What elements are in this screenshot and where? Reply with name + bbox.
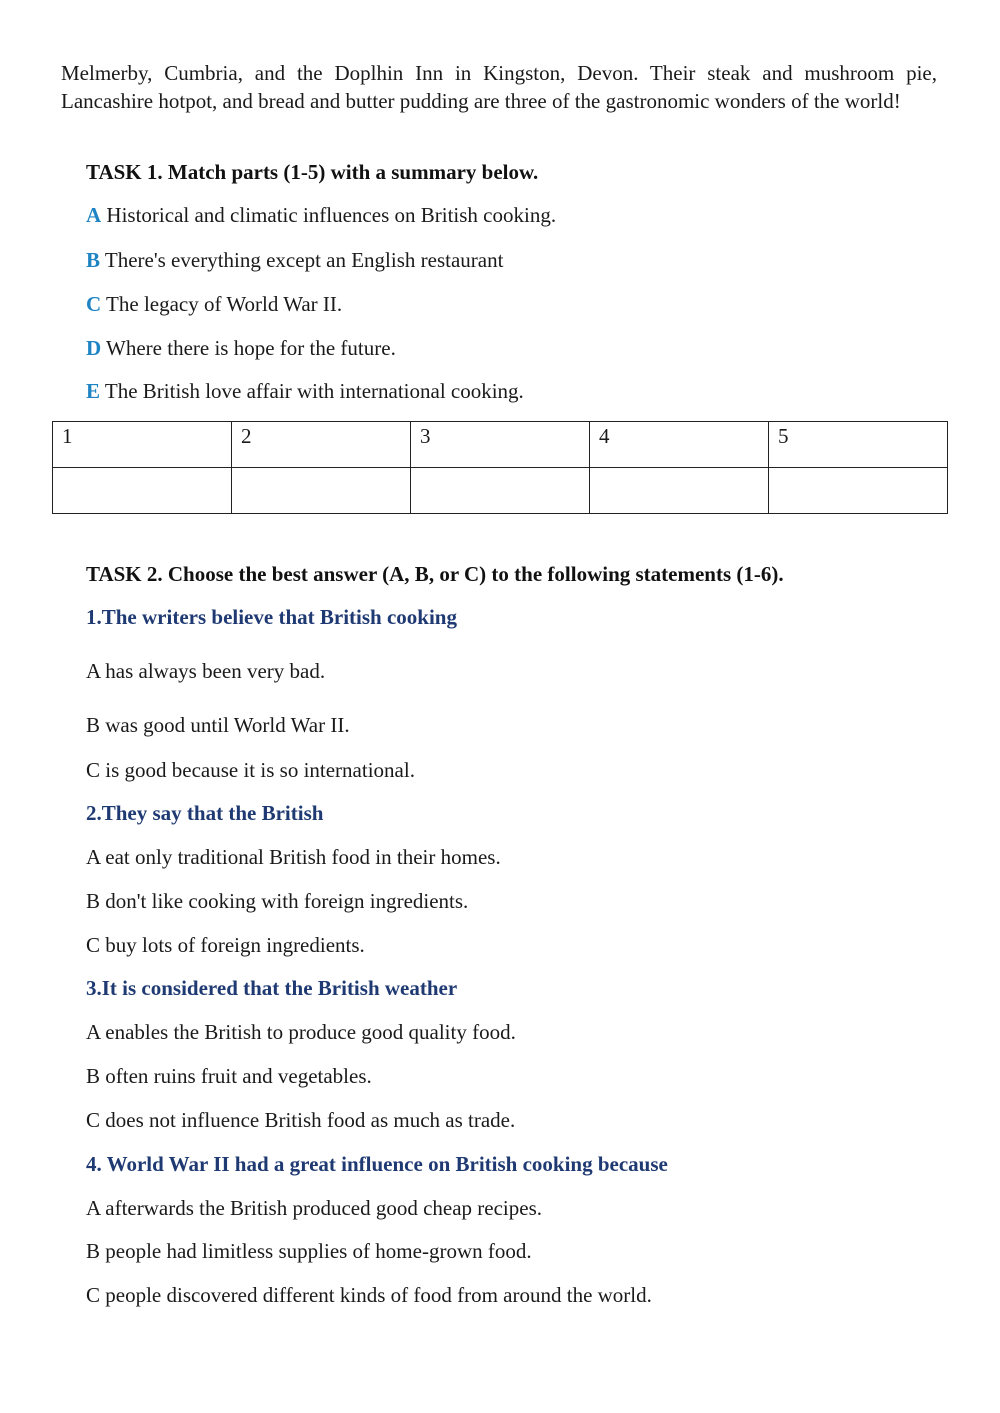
task2-heading: TASK 2. Choose the best answer (A, B, or C) to the following statements (1-6).: [86, 562, 784, 586]
question-1-option-c: C is good because it is so international.: [86, 758, 415, 782]
question-4-option-a: A afterwards the British produced good cheap recipes.: [86, 1196, 543, 1220]
task1-answer-table: [52, 421, 948, 514]
question-2-option-c: C buy lots of foreign ingredients.: [86, 933, 365, 957]
option-text: Where there is hope for the future.: [101, 336, 396, 360]
task1-heading: TASK 1. Match parts (1-5) with a summary below.: [86, 160, 539, 184]
task1-option-e: [86, 379, 524, 404]
answer-table-header-cell: 3: [411, 422, 590, 468]
option-text: The British love affair with international cooking.: [100, 379, 524, 403]
question-4-stem: 4. World War II had a great influence on British cooking because: [86, 1152, 668, 1176]
answer-table-header-cell: 5: [769, 422, 948, 468]
answer-table-header-cell: 2: [232, 422, 411, 468]
answer-table-input-row: [53, 468, 948, 514]
question-3-option-b: B often ruins fruit and vegetables.: [86, 1064, 372, 1088]
task1-option-c: [86, 292, 342, 317]
option-letter: C: [86, 292, 102, 316]
answer-cell-4[interactable]: [590, 468, 769, 514]
question-2-option-a: A eat only traditional British food in their homes.: [86, 845, 501, 869]
question-3-stem: 3.It is considered that the British weather: [86, 976, 458, 1000]
answer-table-header-row: [53, 422, 948, 468]
intro-paragraph: Melmerby, Cumbria, and the Doplhin Inn in Kingston, Devon. Their steak and mushroom pie, Lancashire hotpot, and bread and butter pudding are three of the gastronomic wonders of the world!: [61, 61, 937, 113]
option-letter: B: [86, 248, 101, 272]
question-1-option-b: B was good until World War II.: [86, 713, 350, 737]
answer-cell-1[interactable]: [53, 468, 232, 514]
task1-option-d: [86, 336, 396, 361]
question-2-stem: 2.They say that the British: [86, 801, 324, 825]
option-letter: D: [86, 336, 102, 360]
option-text: There's everything except an English restaurant: [100, 248, 504, 272]
option-letter: E: [86, 379, 101, 403]
question-4-option-b: B people had limitless supplies of home-grown food.: [86, 1239, 532, 1263]
question-1-option-a: A has always been very bad.: [86, 659, 326, 683]
option-text: The legacy of World War II.: [101, 292, 343, 316]
task1-option-b: [86, 248, 503, 273]
task1-option-a: [86, 203, 556, 228]
question-1-stem: 1.The writers believe that British cooking: [86, 605, 457, 629]
option-text: Historical and climatic influences on British cooking.: [101, 203, 557, 227]
answer-cell-3[interactable]: [411, 468, 590, 514]
answer-table-header-cell: 4: [590, 422, 769, 468]
question-3-option-c: C does not influence British food as much as trade.: [86, 1108, 516, 1132]
question-4-option-c: C people discovered different kinds of food from around the world.: [86, 1283, 652, 1307]
answer-cell-5[interactable]: [769, 468, 948, 514]
answer-cell-2[interactable]: [232, 468, 411, 514]
option-letter: A: [86, 203, 102, 227]
question-3-option-a: A enables the British to produce good quality food.: [86, 1020, 516, 1044]
question-2-option-b: B don't like cooking with foreign ingredients.: [86, 889, 469, 913]
answer-table-header-cell: 1: [53, 422, 232, 468]
